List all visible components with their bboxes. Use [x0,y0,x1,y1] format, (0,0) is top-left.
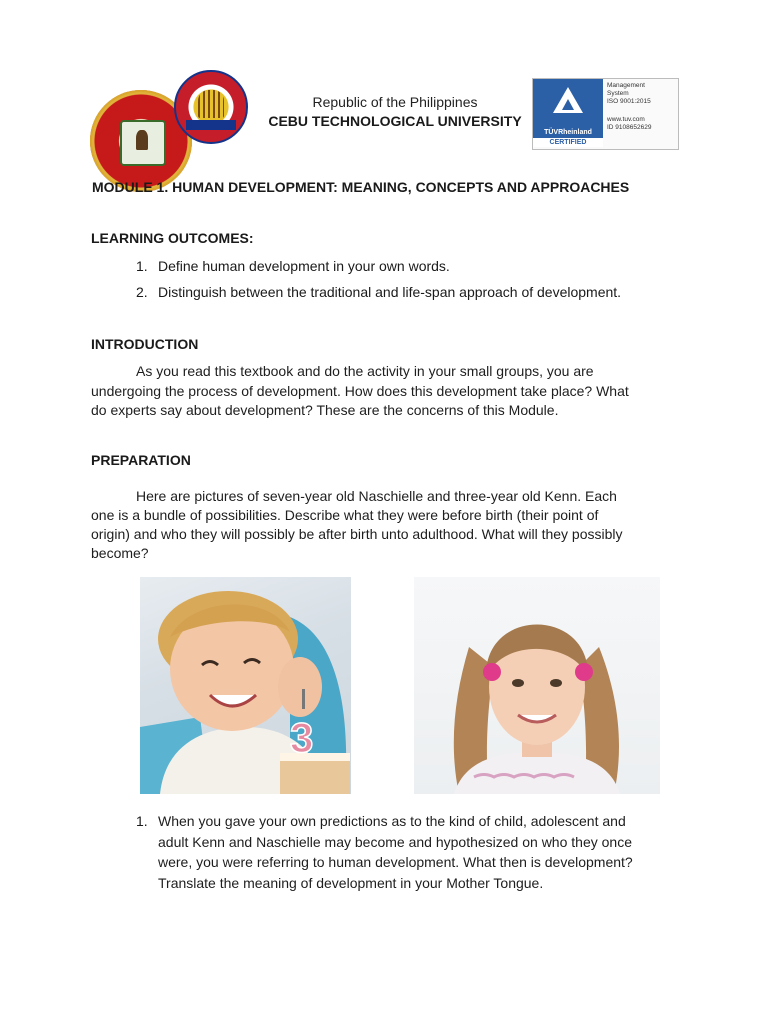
question-line-3: were, you were referring to human development. What then is development? [158,854,633,870]
introduction-line-1: As you read this textbook and do the activity in your small groups, you are [136,363,594,379]
tuv-line1: Management [607,82,645,89]
tuv-line5: ID 9108652629 [607,124,652,131]
preparation-heading: PREPARATION [91,452,191,468]
outcome-item [136,283,676,303]
introduction-line-3: do experts say about development? These are the concerns of this Module. [91,402,559,418]
introduction-line-2: undergoing the process of development. How does this development take place? What [91,383,629,399]
girl-illustration [414,577,660,794]
outcome-text: Define human development in your own words. [158,258,450,274]
outcome-item [136,257,676,277]
tuv-line3: ISO 9001:2015 [607,98,651,105]
photo-kenn [140,577,351,794]
preparation-line-1: Here are pictures of seven-year old Naschielle and three-year old Kenn. Each [136,488,617,504]
question-line-4: Translate the meaning of development in your Mother Tongue. [158,875,544,891]
photo-naschielle [414,577,660,794]
question-line-2: adult Kenn and Naschielle may become and hypothesized on who they once [158,834,632,850]
birthday-candle-number: 3 [290,714,314,761]
tuv-certified: CERTIFIED [533,138,603,147]
learning-outcomes-heading: LEARNING OUTCOMES: [91,230,254,246]
outcome-number: 2. [136,284,148,300]
preparation-line-3: origin) and who they will possibly be after birth unto adulthood. What will they possibly [91,526,623,542]
header [230,94,560,129]
preparation-line-2: one is a bundle of possibilities. Describe what they were before birth (their point of [91,507,599,523]
header-republic: Republic of the Philippines [312,94,478,110]
tuv-brand: TÜVRheinland [544,129,592,136]
boy-illustration [140,577,351,794]
outcome-number: 1. [136,258,148,274]
module-title: MODULE 1. HUMAN DEVELOPMENT: MEANING, CONCEPTS AND APPROACHES [92,179,630,195]
preparation-line-4: become? [91,545,149,561]
outcome-text: Distinguish between the traditional and life-span approach of development. [158,284,622,300]
introduction-heading: INTRODUCTION [91,336,199,352]
question-line-1: When you gave your own predictions as to the kind of child, adolescent and [158,813,626,829]
header-university: CEBU TECHNOLOGICAL UNIVERSITY [268,113,522,129]
tuv-certification-badge [532,78,679,150]
question-number: 1. [136,813,148,829]
tuv-line2: System [607,90,629,97]
tuv-line4: www.tuv.com [607,116,645,123]
